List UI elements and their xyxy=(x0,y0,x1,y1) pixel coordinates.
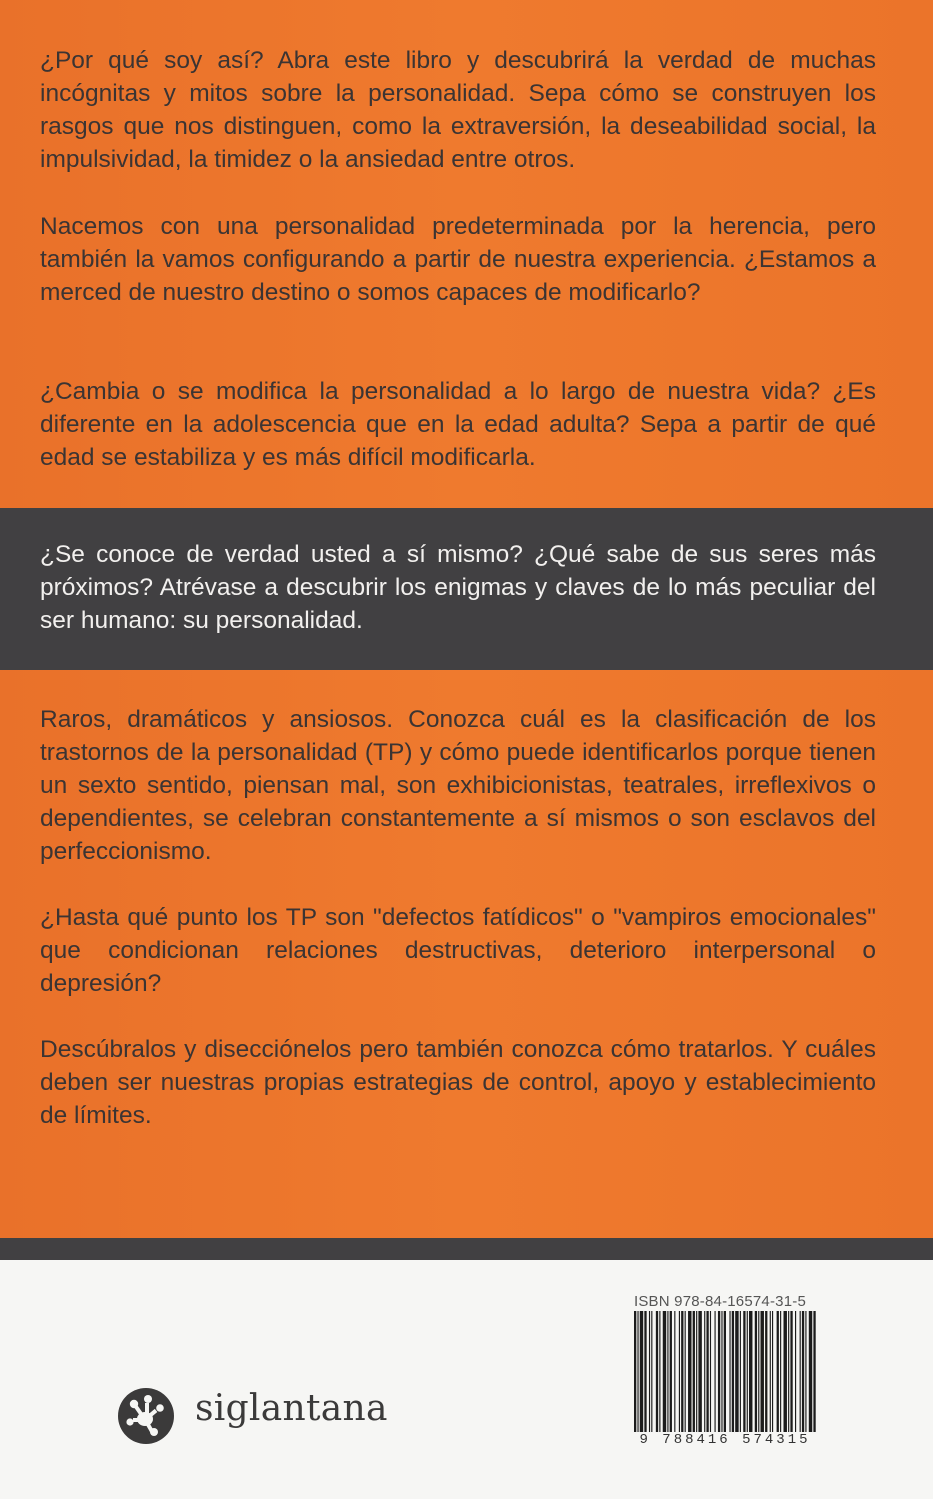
divider-strip xyxy=(0,1238,933,1260)
blurb-paragraph-2: Nacemos con una personalidad predeterminada por la herencia, pero también la vamos configurando a partir de nuestra experiencia. ¿Estamos a merced de nuestro destino o somos capaces de modificarlo? xyxy=(40,213,876,306)
barcode-bar xyxy=(732,1311,734,1437)
barcode-bar xyxy=(749,1311,752,1437)
barcode-bar xyxy=(761,1311,764,1437)
barcode-bar xyxy=(809,1311,812,1437)
barcode-digits: 9 788416 574315 xyxy=(620,1432,830,1448)
barcode-bar xyxy=(718,1311,720,1437)
barcode-bar xyxy=(667,1311,668,1437)
barcode-bar xyxy=(777,1311,779,1437)
barcode-bar xyxy=(765,1311,767,1437)
barcode-image xyxy=(632,1311,816,1437)
barcode-bar xyxy=(649,1311,650,1437)
blurb-highlight-paragraph: ¿Se conoce de verdad usted a sí mismo? ¿Qué sabe de sus seres más próximos? Atrévase a descubrir los enigmas y claves de lo más peculiar del ser humano: su personalidad. xyxy=(40,541,876,634)
barcode-bar xyxy=(674,1311,675,1437)
barcode-bar xyxy=(770,1311,771,1437)
barcode-bar xyxy=(637,1311,638,1437)
blurb-paragraph-3: ¿Cambia o se modifica la personalidad a lo largo de nuestra vida? ¿Es diferente en la adolescencia que en la edad adulta? Sepa a partir de qué edad se estabiliza y es más difícil modificarla. xyxy=(40,378,876,471)
blurb-paragraph-1: ¿Por qué soy así? Abra este libro y descubrirá la verdad de muchas incógnitas y mitos sobre la personalidad. Sepa cómo se construyen los rasgos que nos distinguen, como la extraversión, la deseabilidad social, la impulsividad, la timidez o la ansiedad entre otros. xyxy=(40,47,876,173)
gecko-hand-icon xyxy=(118,1388,174,1444)
barcode-bar xyxy=(740,1311,741,1437)
barcode-bar xyxy=(681,1311,683,1437)
barcode-bar xyxy=(670,1311,672,1437)
barcode-bar xyxy=(735,1311,738,1437)
barcode-bar xyxy=(747,1311,748,1437)
barcode-bar xyxy=(656,1311,658,1437)
barcode-bar xyxy=(663,1311,666,1437)
barcode-bar xyxy=(644,1311,646,1437)
barcode-bar xyxy=(758,1311,759,1437)
barcode-bar xyxy=(729,1311,730,1437)
barcode-bar xyxy=(693,1311,695,1437)
barcode-bar xyxy=(755,1311,757,1437)
barcode-bar xyxy=(795,1311,796,1437)
barcode-bar xyxy=(813,1311,815,1437)
barcode-bar xyxy=(743,1311,745,1437)
blurb-paragraph-7: Descúbralos y disecciónelos pero también conozca cómo tratarlos. Y cuáles deben ser nuestras propias estrategias de control, apoyo y establecimiento de límites. xyxy=(40,1036,876,1129)
barcode-bar xyxy=(715,1311,716,1437)
barcode-bar xyxy=(679,1311,680,1437)
barcode-bar xyxy=(721,1311,722,1437)
barcode-bar xyxy=(685,1311,686,1437)
barcode-bar xyxy=(706,1311,708,1437)
blurb-paragraph-5: Raros, dramáticos y ansiosos. Conozca cuál es la clasificación de los trastornos de la personalidad (TP) y cómo puede identificarlos porque tienen un sexto sentido, piensan mal, son exhibicionistas, teatrales, irreflexivos o dependientes, se celebran constantemente a sí mismos o son esclavos del perfeccionismo. xyxy=(40,706,876,865)
barcode-bar xyxy=(780,1311,781,1437)
barcode-bar xyxy=(696,1311,697,1437)
barcode-bar xyxy=(698,1311,701,1437)
barcode-bar xyxy=(640,1311,643,1437)
barcode-bar xyxy=(659,1311,660,1437)
barcode-bar xyxy=(724,1311,726,1437)
barcode-bar xyxy=(784,1311,787,1437)
barcode-bar xyxy=(688,1311,691,1437)
barcode-bar xyxy=(790,1311,792,1437)
barcode-bar xyxy=(805,1311,806,1437)
blurb-paragraph-6: ¿Hasta qué punto los TP son "defectos fatídicos" o "vampiros emocionales" que condicionan relaciones destructivas, deterioro interpersonal o depresión? xyxy=(40,904,876,997)
barcode-bar xyxy=(788,1311,789,1437)
barcode-bar xyxy=(634,1311,636,1437)
barcode-bar xyxy=(772,1311,773,1437)
barcode-bar xyxy=(651,1311,652,1437)
publisher-name: siglantana xyxy=(195,1388,388,1429)
isbn-label: ISBN 978-84-16574-31-5 xyxy=(633,1293,806,1310)
barcode-bar xyxy=(802,1311,804,1437)
barcode-bar xyxy=(800,1311,801,1437)
barcode-bar xyxy=(704,1311,705,1437)
barcode-bar xyxy=(710,1311,711,1437)
